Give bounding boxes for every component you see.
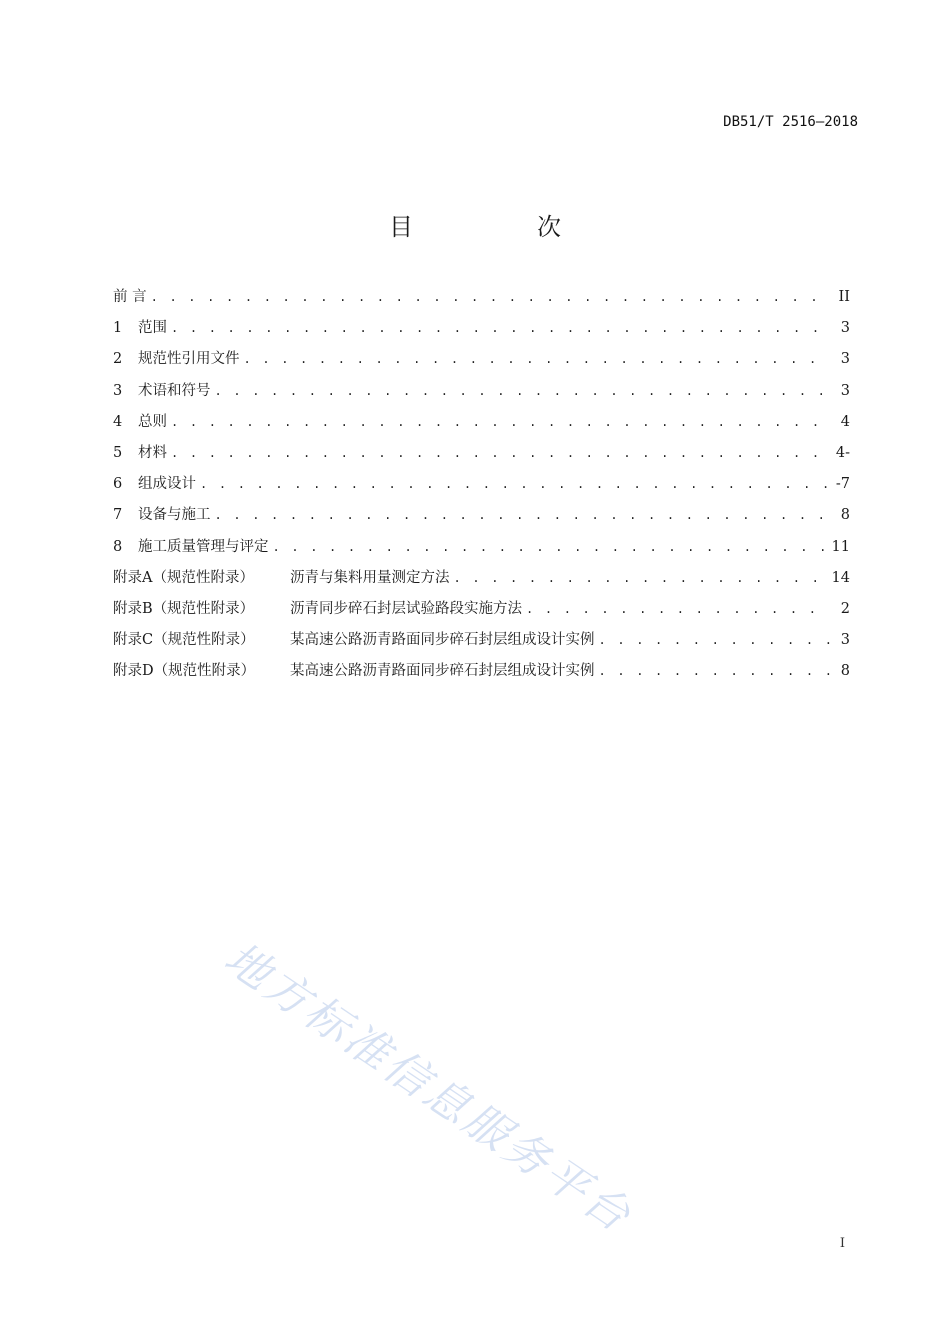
toc-entry-number: 5 <box>113 444 123 461</box>
toc-entry-page: 3 <box>840 351 850 368</box>
toc-entry-3[interactable] <box>113 379 850 410</box>
toc-entry-number: 6 <box>113 476 123 493</box>
page-number: I <box>839 1236 845 1251</box>
dot-leader <box>215 508 831 522</box>
toc-entry-appendix-b[interactable] <box>113 597 850 628</box>
document-code: DB51/T 2516—2018 <box>723 114 858 130</box>
toc-appendix-label: 附录D（规范性附录） <box>113 663 256 680</box>
toc-entry-page: 14 <box>831 569 850 586</box>
toc-entry-number: 1 <box>113 320 123 337</box>
toc-entry-appendix-d[interactable] <box>113 659 850 690</box>
toc-entry-label: 设备与施工 <box>138 507 211 524</box>
toc-entry-label: 材料 <box>138 444 167 461</box>
toc-entry-label: 沥青与集料用量测定方法 <box>290 569 450 586</box>
toc-entry-appendix-c[interactable] <box>113 628 850 659</box>
toc-entry-page: 4- <box>835 444 850 461</box>
toc-entry-8[interactable] <box>113 535 850 566</box>
toc-entry-label: 范围 <box>138 320 167 337</box>
toc-entry-label: 某高速公路沥青路面同步碎石封层组成设计实例 <box>290 632 595 649</box>
toc-entry-page: 11 <box>831 538 850 555</box>
toc-appendix-label: 附录A（规范性附录） <box>113 569 254 586</box>
toc-entry-label: 组成设计 <box>138 476 196 493</box>
toc-entry-page: 3 <box>840 320 850 337</box>
dot-leader <box>171 415 830 429</box>
toc-entry-number: 前 言 <box>113 289 147 305</box>
dot-leader <box>599 664 831 678</box>
toc-entry-page: 3 <box>840 382 850 399</box>
dot-leader <box>454 571 824 585</box>
dot-leader <box>215 384 831 398</box>
dot-leader <box>200 477 828 491</box>
dot-leader <box>273 540 824 554</box>
toc-entry-page: II <box>838 289 850 305</box>
toc-entry-label: 术语和符号 <box>138 382 211 399</box>
toc-entry-page: 3 <box>840 632 850 649</box>
table-of-contents <box>113 285 850 690</box>
toc-entry-label: 总则 <box>138 413 167 430</box>
watermark: 地方标准信息服务平台 <box>215 932 642 1244</box>
toc-entry-1[interactable] <box>113 316 850 347</box>
dot-leader <box>151 290 830 304</box>
toc-entry-label: 沥青同步碎石封层试验路段实施方法 <box>290 600 522 617</box>
toc-entry-number: 2 <box>113 351 123 368</box>
dot-leader <box>171 446 828 460</box>
toc-entry-number: 3 <box>113 382 123 399</box>
toc-entry-page: 8 <box>840 507 850 524</box>
dot-leader <box>526 602 830 616</box>
toc-entry-page: -7 <box>835 476 850 493</box>
toc-appendix-label: 附录B（规范性附录） <box>113 600 255 617</box>
dot-leader <box>599 633 831 647</box>
dot-leader <box>171 321 830 335</box>
toc-entry-page: 2 <box>840 600 850 617</box>
toc-entry-label: 某高速公路沥青路面同步碎石封层组成设计实例 <box>290 663 595 680</box>
toc-entry-label: 规范性引用文件 <box>138 351 240 368</box>
toc-entry-2[interactable] <box>113 347 850 378</box>
toc-title: 目 次 <box>389 213 611 241</box>
toc-entry-4[interactable] <box>113 410 850 441</box>
toc-entry-number: 4 <box>113 413 123 430</box>
toc-entry-page: 8 <box>840 663 850 680</box>
toc-entry-5[interactable] <box>113 441 850 472</box>
toc-appendix-label: 附录C（规范性附录） <box>113 632 255 649</box>
toc-entry-number: 8 <box>113 538 123 555</box>
toc-entry-foreword[interactable] <box>113 285 850 316</box>
toc-entry-page: 4 <box>840 413 850 430</box>
toc-entry-label: 施工质量管理与评定 <box>138 538 269 555</box>
toc-entry-6[interactable] <box>113 472 850 503</box>
toc-entry-7[interactable] <box>113 503 850 534</box>
toc-entry-appendix-a[interactable] <box>113 566 850 597</box>
dot-leader <box>244 352 831 366</box>
toc-entry-number: 7 <box>113 507 123 524</box>
